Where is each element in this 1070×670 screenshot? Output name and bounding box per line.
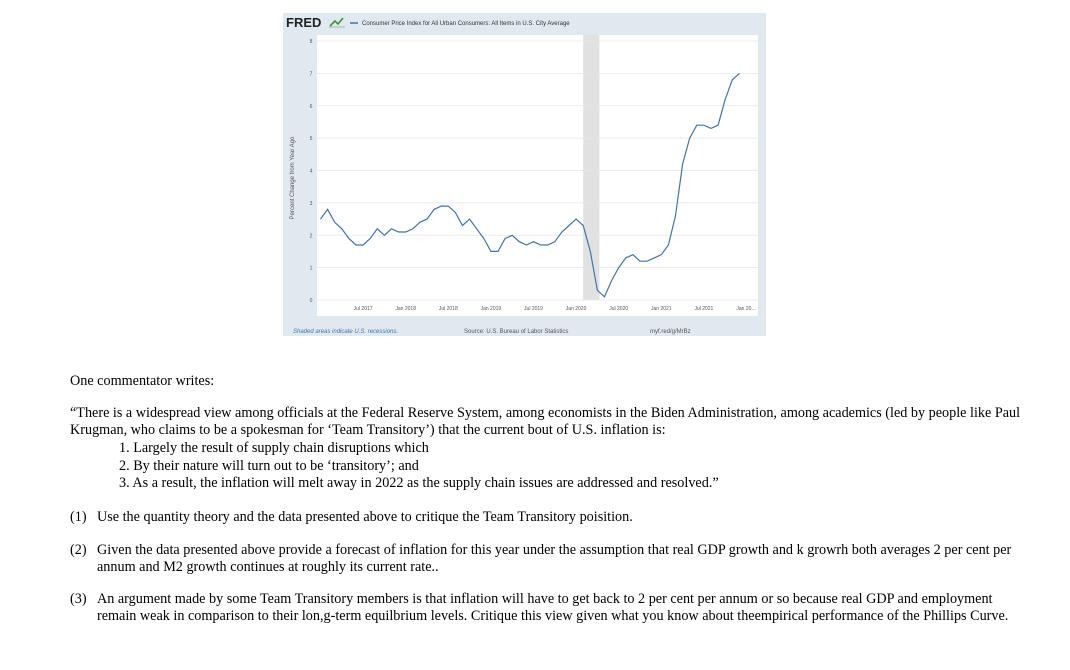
data-point: [576, 218, 577, 219]
data-point: [696, 125, 697, 126]
data-point: [703, 125, 704, 126]
data-point: [363, 244, 364, 245]
data-point: [647, 261, 648, 262]
list-item: 2. By their nature will turn out to be ‘transitory’; and: [119, 457, 419, 474]
data-point: [462, 225, 463, 226]
data-point: [469, 218, 470, 219]
y-tick-label: 1: [309, 265, 313, 272]
data-point: [689, 138, 690, 139]
question-number: (1): [70, 509, 87, 525]
data-point: [455, 212, 456, 213]
data-point: [568, 225, 569, 226]
data-point: [377, 228, 378, 229]
x-tick-label: Jul 2019: [524, 306, 543, 312]
data-point: [327, 209, 328, 210]
source-note: Source: U.S. Bureau of Labor Statistics: [464, 329, 569, 335]
data-point: [490, 251, 491, 252]
data-point: [732, 79, 733, 80]
y-tick-label: 4: [309, 168, 313, 175]
data-point: [341, 228, 342, 229]
data-point: [526, 244, 527, 245]
short-url: myf.red/g/MrBz: [650, 329, 691, 335]
data-point: [639, 261, 640, 262]
question-number: (3): [70, 591, 87, 607]
data-point: [398, 231, 399, 232]
data-point: [710, 128, 711, 129]
data-point: [654, 257, 655, 258]
y-tick-label: 8: [309, 39, 313, 45]
data-point: [632, 254, 633, 255]
recession-band: [583, 35, 599, 300]
y-tick-label: 0: [309, 298, 313, 304]
data-point: [725, 99, 726, 100]
data-point: [533, 241, 534, 242]
list-item: 3. As a result, the inflation will melt away in 2022 as the supply chain issues are addressed and resolved.”: [119, 475, 719, 492]
fred-logo-icon: [329, 18, 345, 27]
data-point: [512, 235, 513, 236]
data-point: [718, 125, 719, 126]
quote-list: [119, 440, 1019, 493]
fred-chart: [283, 13, 766, 336]
x-tick-label: Jul 2017: [353, 306, 373, 312]
question-2: [70, 542, 1030, 576]
data-point: [334, 222, 335, 223]
data-point: [412, 228, 413, 229]
x-tick-label: Jul 2018: [438, 306, 458, 312]
x-tick-label: Jul 2020: [609, 306, 629, 312]
recession-note: Shaded areas indicate U.S. recessions.: [293, 329, 399, 335]
data-point: [505, 238, 506, 239]
question-number: (2): [70, 542, 87, 558]
question-3: [70, 591, 1030, 625]
data-point: [554, 241, 555, 242]
data-point: [675, 215, 676, 216]
data-point: [476, 228, 477, 229]
data-point: [497, 251, 498, 252]
data-point: [540, 244, 541, 245]
data-point: [597, 290, 598, 291]
data-point: [419, 222, 420, 223]
x-tick-label: Jan 2019: [480, 306, 502, 312]
question-text: Use the quantity theory and the data presented above to critique the Team Transitory poisition.: [97, 509, 633, 525]
chart-svg: [283, 13, 766, 336]
data-point: [320, 218, 321, 219]
data-point: [611, 280, 612, 281]
x-tick-label: Jul 2021: [694, 306, 714, 312]
x-tick-label: Jan 20...: [736, 306, 756, 312]
y-tick-label: 5: [309, 136, 313, 143]
data-point: [441, 206, 442, 207]
data-point: [426, 218, 427, 219]
plot-area: [317, 35, 758, 316]
data-point: [391, 228, 392, 229]
data-point: [561, 231, 562, 232]
x-tick-label: Jan 2020: [565, 306, 587, 312]
question-text: Given the data presented above provide a forecast of inflation for this year under the assumption that real GDP growth and k growrh both averages 2 per cent per annum and M2 growth continues at roughly its current rate..: [97, 542, 1012, 575]
data-point: [590, 251, 591, 252]
data-point: [448, 206, 449, 207]
data-point: [668, 244, 669, 245]
data-point: [682, 163, 683, 164]
data-point: [625, 257, 626, 258]
y-tick-label: 7: [309, 71, 313, 78]
data-point: [384, 235, 385, 236]
data-point: [604, 296, 605, 297]
data-point: [618, 267, 619, 268]
data-point: [583, 225, 584, 226]
y-tick-label: 2: [309, 233, 313, 240]
quote-paragraph: “There is a widespread view among officials at the Federal Reserve System, among economists in the Biden Administration, among academics (led by people like Paul Krugman, who claims to be a spokesman for ‘Team Transitory’) that the current bout of U.S. inflation is:: [70, 405, 1021, 438]
data-point: [483, 238, 484, 239]
data-point: [739, 73, 740, 74]
data-point: [355, 244, 356, 245]
data-point: [348, 238, 349, 239]
list-item: 1. Largely the result of supply chain disruptions which: [119, 440, 429, 456]
legend-label: Consumer Price Index for All Urban Consumers: All Items in U.S. City Average: [362, 21, 570, 27]
question-text: An argument made by some Team Transitory members is that inflation will have to get back to 2 per cent per annum or so because real GDP and employment remain weak in comparison to their lon,g-term equilbrium levels. Critique this view given what you know about theempirical performance of the Phillips Curve.: [97, 591, 1009, 624]
data-point: [434, 209, 435, 210]
question-1: [70, 509, 1030, 526]
y-axis-label: Percent Change from Year Ago: [290, 136, 296, 220]
data-point: [661, 254, 662, 255]
y-tick-label: 3: [309, 200, 313, 207]
data-point: [405, 231, 406, 232]
y-tick-label: 6: [309, 103, 313, 110]
data-point: [519, 241, 520, 242]
data-point: [370, 238, 371, 239]
intro-text: One commentator writes:: [70, 373, 215, 389]
fred-logo-text: FRED: [286, 15, 322, 30]
x-tick-label: Jan 2021: [651, 306, 672, 312]
data-point: [547, 244, 548, 245]
x-tick-label: Jan 2018: [395, 306, 416, 312]
